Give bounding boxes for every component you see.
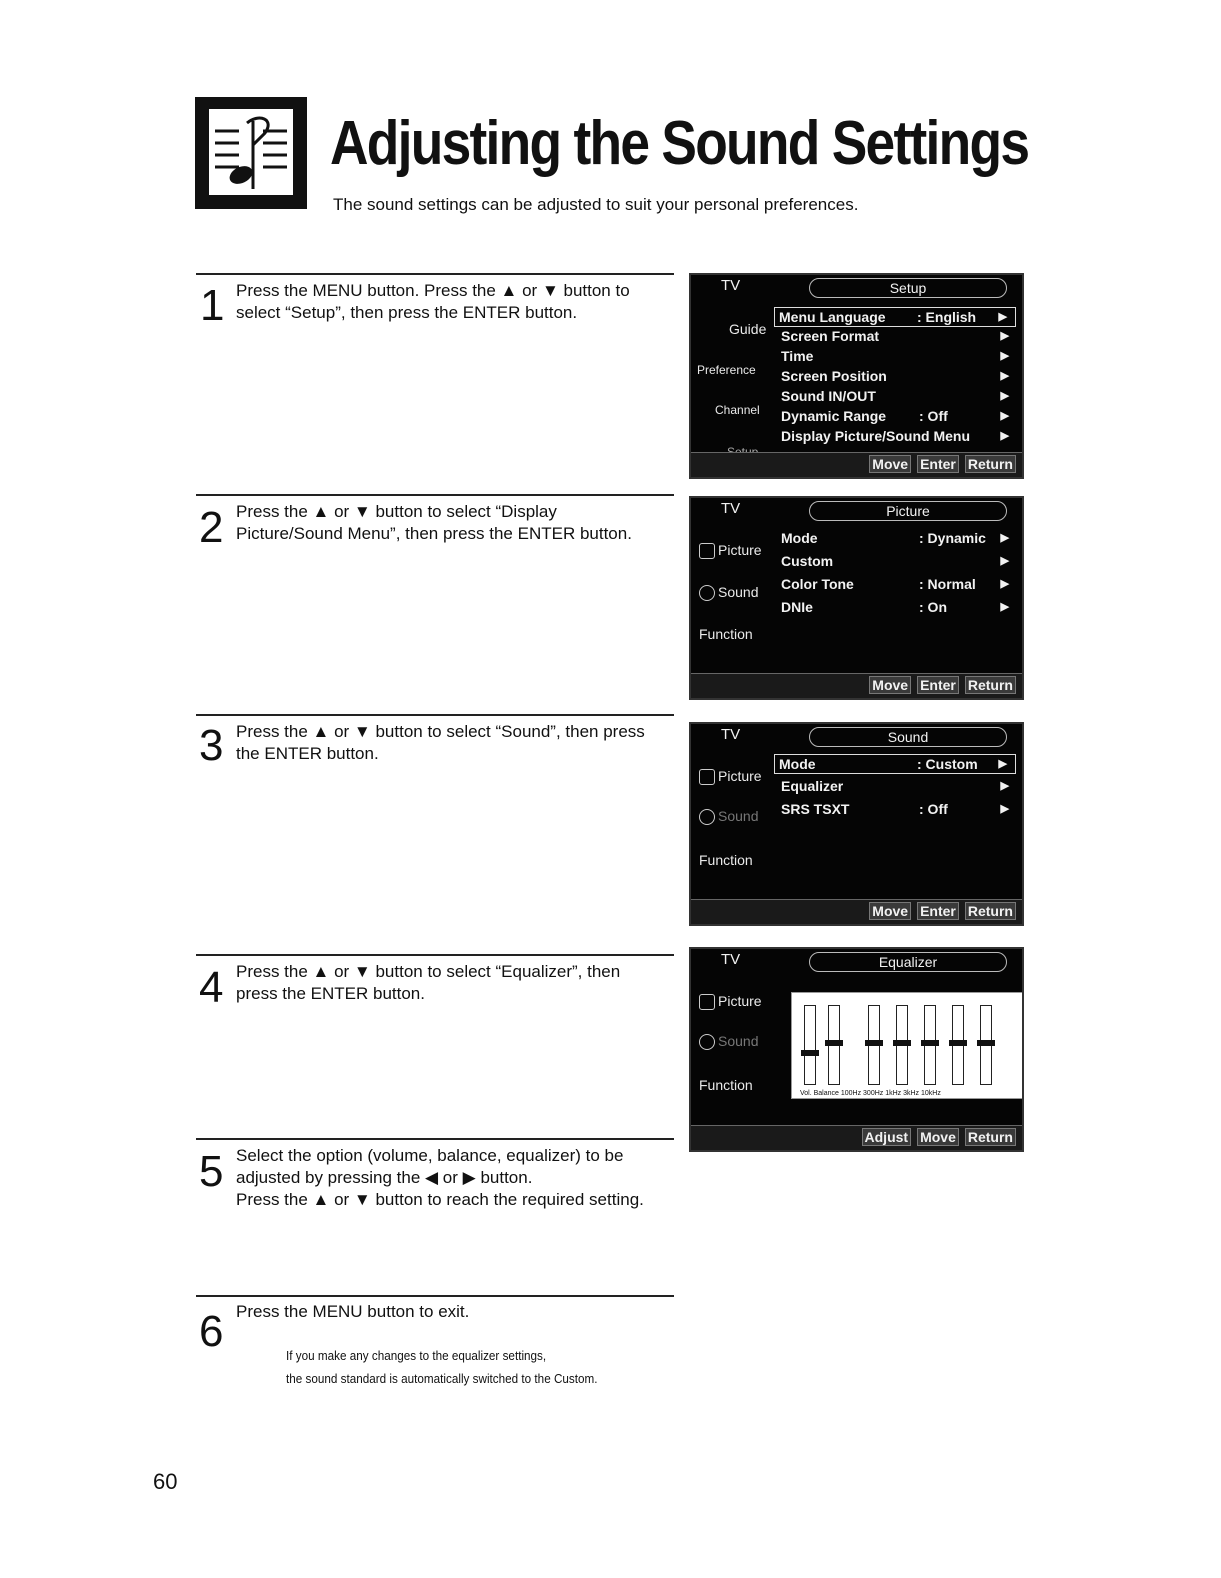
menu-item-screen-position[interactable]: Screen Position ▶ <box>781 368 1009 384</box>
balance-slider[interactable] <box>828 1005 840 1085</box>
picture-icon <box>699 769 715 785</box>
setup-menu-screen <box>689 273 1024 479</box>
step-text: Press the ▲ or ▼ button to select “Equalizer”, then press the ENTER button. <box>236 962 621 1003</box>
enter-hint: Enter <box>917 902 959 920</box>
note-line: the sound standard is automatically switched to the Custom. <box>286 1371 598 1386</box>
side-channel: Channel <box>715 403 760 417</box>
menu-item-menu-language[interactable]: Menu Language : English ▶ <box>774 307 1016 327</box>
osd-hint-bar <box>691 899 1022 924</box>
step-number: 2 <box>199 503 224 552</box>
move-hint: Move <box>869 902 911 920</box>
enter-hint: Enter <box>917 455 959 473</box>
side-sound[interactable]: Sound <box>699 1033 758 1050</box>
equalizer-band-labels: Vol. Balance 100Hz 300Hz 1kHz 3kHz 10kHz <box>800 1090 941 1097</box>
osd-hint-bar <box>691 452 1022 477</box>
enter-hint: Enter <box>917 676 959 694</box>
menu-title: Sound <box>809 727 1007 747</box>
picture-icon <box>699 543 715 559</box>
step-divider <box>196 494 674 496</box>
step-divider <box>196 954 674 956</box>
step-divider <box>196 1295 674 1297</box>
picture-menu-screen <box>689 496 1024 700</box>
side-picture[interactable]: Picture <box>699 542 762 559</box>
menu-title: Setup <box>809 278 1007 298</box>
move-hint: Move <box>869 455 911 473</box>
menu-item-equalizer[interactable]: Equalizer ▶ <box>781 778 1009 794</box>
menu-title: Picture <box>809 501 1007 521</box>
tv-label: TV <box>721 951 741 968</box>
adjust-hint: Adjust <box>862 1128 912 1146</box>
equalizer-panel <box>791 992 1023 1099</box>
volume-slider[interactable] <box>804 1005 816 1085</box>
menu-item-time[interactable]: Time ▶ <box>781 348 1009 364</box>
step-number: 1 <box>200 281 225 330</box>
page-title: Adjusting the Sound Settings <box>330 109 1029 178</box>
menu-item-color-tone[interactable]: Color Tone : Normal ▶ <box>781 576 1009 592</box>
step-text: Press the MENU button. Press the ▲ or ▼ button to select “Setup”, then press the ENTER button. <box>236 281 630 322</box>
move-hint: Move <box>869 676 911 694</box>
step-text: Press the ▲ or ▼ button to reach the required setting. <box>236 1190 644 1209</box>
menu-item-dnie[interactable]: DNIe : On ▶ <box>781 599 1009 615</box>
side-function[interactable]: Function <box>699 852 753 868</box>
sound-menu-screen <box>689 722 1024 926</box>
step-divider <box>196 1138 674 1140</box>
step-text: Press the ▲ or ▼ button to select “Sound”, then press the ENTER button. <box>236 722 645 763</box>
section-icon <box>195 97 307 209</box>
step-text: Select the option (volume, balance, equalizer) to be adjusted by pressing the ◀ or ▶ button. <box>236 1146 624 1187</box>
step-divider <box>196 273 674 275</box>
sound-icon <box>699 1034 715 1050</box>
eq-10khz-slider[interactable] <box>980 1005 992 1085</box>
page-subtitle: The sound settings can be adjusted to suit your personal preferences. <box>333 195 859 214</box>
side-preference: Preference <box>697 363 756 377</box>
side-picture[interactable]: Picture <box>699 768 762 785</box>
side-picture[interactable]: Picture <box>699 993 762 1010</box>
step-text: Press the ▲ or ▼ button to select “Display Picture/Sound Menu”, then press the ENTER button. <box>236 502 632 543</box>
picture-icon <box>699 994 715 1010</box>
menu-title: Equalizer <box>809 952 1007 972</box>
equalizer-screen <box>689 947 1024 1152</box>
side-sound[interactable]: Sound <box>699 584 758 601</box>
menu-item-screen-format[interactable]: Screen Format ▶ <box>781 328 1009 344</box>
note-line: If you make any changes to the equalizer settings, <box>286 1348 547 1363</box>
osd-hint-bar <box>691 673 1022 698</box>
return-hint: Return <box>965 902 1016 920</box>
eq-3khz-slider[interactable] <box>952 1005 964 1085</box>
sound-icon <box>699 809 715 825</box>
step-number: 5 <box>199 1147 224 1196</box>
return-hint: Return <box>965 1128 1016 1146</box>
step-number: 3 <box>199 721 224 770</box>
menu-item-mode[interactable]: Mode : Custom ▶ <box>774 754 1016 774</box>
return-hint: Return <box>965 455 1016 473</box>
step-number: 4 <box>199 963 224 1012</box>
menu-item-srs-tsxt[interactable]: SRS TSXT : Off ▶ <box>781 801 1009 817</box>
side-function[interactable]: Function <box>699 626 753 642</box>
step-number: 6 <box>199 1307 224 1356</box>
menu-item-mode[interactable]: Mode : Dynamic ▶ <box>781 530 1009 546</box>
tv-label: TV <box>721 277 741 294</box>
side-sound[interactable]: Sound <box>699 808 758 825</box>
sound-icon <box>699 585 715 601</box>
step-divider <box>196 714 674 716</box>
side-function[interactable]: Function <box>699 1077 753 1093</box>
menu-item-custom[interactable]: Custom ▶ <box>781 553 1009 569</box>
move-hint: Move <box>917 1128 959 1146</box>
return-hint: Return <box>965 676 1016 694</box>
page-number: 60 <box>153 1469 178 1494</box>
menu-item-sound-in-out[interactable]: Sound IN/OUT ▶ <box>781 388 1009 404</box>
eq-300hz-slider[interactable] <box>896 1005 908 1085</box>
music-note-icon <box>209 109 293 195</box>
eq-1khz-slider[interactable] <box>924 1005 936 1085</box>
step-text: Press the MENU button to exit. <box>236 1302 470 1321</box>
side-guide: Guide <box>729 321 767 337</box>
osd-hint-bar <box>691 1125 1022 1150</box>
tv-label: TV <box>721 500 741 517</box>
eq-100hz-slider[interactable] <box>868 1005 880 1085</box>
menu-item-display-picture-sound[interactable]: Display Picture/Sound Menu ▶ <box>781 428 1009 444</box>
tv-label: TV <box>721 726 741 743</box>
menu-item-dynamic-range[interactable]: Dynamic Range : Off ▶ <box>781 408 1009 424</box>
